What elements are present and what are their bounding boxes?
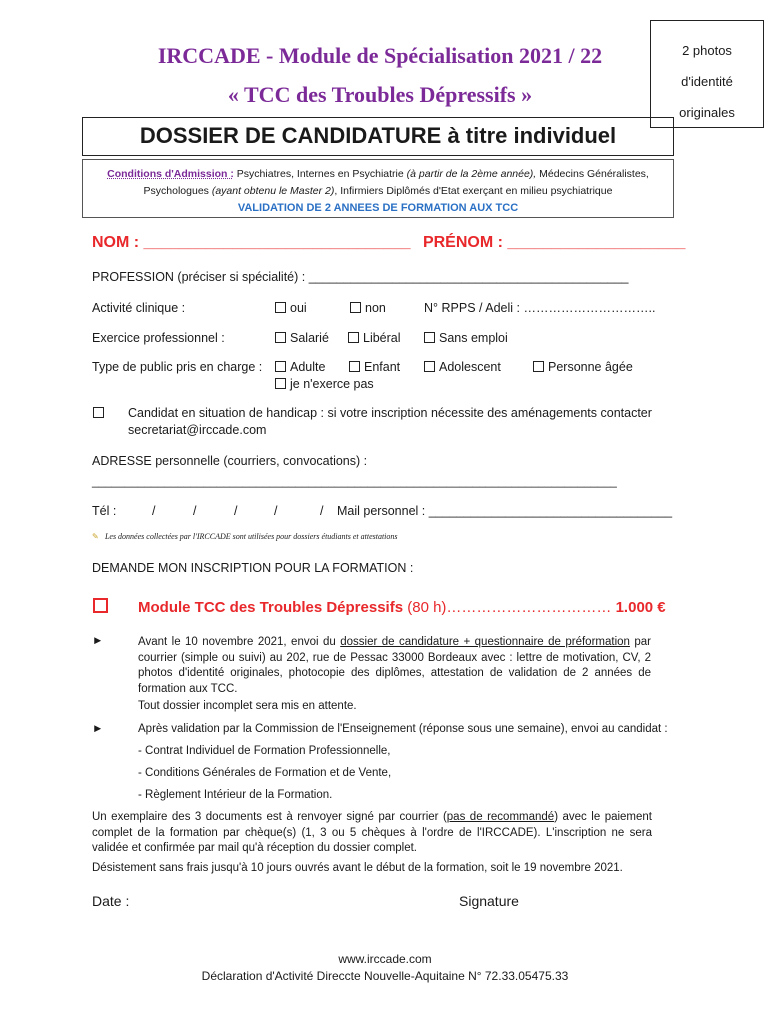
module-dots: …………………………… — [446, 599, 612, 616]
checkbox-adolescent[interactable] — [424, 360, 501, 374]
conditions-line-2 — [83, 185, 673, 197]
profession-field[interactable]: PROFESSION (préciser si spécialité) : ______________________________________________ — [92, 270, 629, 284]
checkbox-handicap[interactable] — [93, 406, 108, 420]
payment-link: pas de recommandé — [446, 811, 555, 823]
photo-box-line: 2 photos — [682, 43, 732, 58]
conditions-text: (à partir de la 2ème année), — [406, 168, 537, 180]
checkbox-personne-agee[interactable] — [533, 360, 633, 374]
inscription-heading: DEMANDE MON INSCRIPTION POUR LA FORMATION : — [92, 561, 414, 575]
checkbox-non-exercice[interactable] — [275, 377, 374, 391]
checkbox-icon[interactable] — [348, 332, 359, 343]
conditions-text: Psychiatres, Internes en Psychiatrie — [233, 168, 407, 180]
checkbox-label: oui — [290, 301, 307, 315]
checkbox-label: Adulte — [290, 360, 326, 374]
rpps-field[interactable]: N° RPPS / Adeli : ………………………….. — [424, 301, 656, 315]
public-label: Type de public pris en charge : — [92, 360, 263, 374]
pencil-icon: ✎ — [92, 532, 99, 541]
conditions-box — [82, 159, 674, 218]
module-line — [138, 599, 666, 616]
checkbox-label: non — [365, 301, 386, 315]
payment-post: ) avec le paiement complet de la formation par chèque(s) (1, 3 ou 5 chèques à l'ordre de l'IRCCADE). L'inscription ne sera validée et confirmée par mail qu'à réception du dossier complet. — [92, 811, 652, 854]
exercice-label: Exercice professionnel : — [92, 331, 225, 345]
doc-item: - Règlement Intérieur de la Formation. — [138, 789, 333, 801]
checkbox-liberal[interactable] — [348, 331, 401, 345]
module-checkbox[interactable] — [93, 598, 108, 618]
checkbox-sans-emploi[interactable] — [424, 331, 508, 345]
checkbox-oui[interactable] — [275, 301, 307, 315]
tel-slash: / — [234, 504, 238, 518]
tel-slash: / — [274, 504, 278, 518]
bullet-1-text — [138, 635, 651, 697]
photo-box-line: d'identité — [681, 74, 733, 89]
conditions-text: Médecins Généralistes, — [536, 168, 649, 180]
conditions-text: , Infirmiers Diplômés d'Etat exerçant en milieu psychiatrique — [334, 185, 613, 197]
doc-item: - Contrat Individuel de Formation Professionnelle, — [138, 745, 391, 757]
nom-field[interactable]: NOM : ______________________________ — [92, 234, 411, 251]
checkbox-enfant[interactable] — [349, 360, 400, 374]
conditions-label: Conditions d'Admission : — [107, 168, 234, 180]
checkbox-icon[interactable] — [349, 361, 360, 372]
conditions-text: (ayant obtenu le Master 2) — [211, 185, 335, 197]
date-field[interactable]: Date : — [92, 893, 130, 909]
validation-requirement: VALIDATION DE 2 ANNEES DE FORMATION AUX TCC — [237, 202, 519, 214]
checkbox-label: Personne âgée — [548, 360, 633, 374]
handicap-email: secretariat@irccade.com — [128, 423, 267, 437]
title-line-1: IRCCADE - Module de Spécialisation 2021 / 22 — [157, 43, 603, 68]
photo-box — [650, 20, 764, 128]
bullet-1-pre: Avant le 10 novembre 2021, envoi du — [138, 636, 341, 648]
privacy-note — [92, 532, 398, 541]
module-hours: (80 h) — [407, 599, 447, 616]
checkbox-icon[interactable] — [424, 332, 435, 343]
incomplete-note: Tout dossier incomplet sera mis en attente. — [138, 700, 357, 712]
checkbox-icon[interactable] — [350, 302, 361, 313]
checkbox-icon[interactable] — [275, 361, 286, 372]
handicap-text: Candidat en situation de handicap : si votre inscription nécessite des aménagements contacter — [128, 406, 652, 420]
conditions-text: Psychologues — [143, 185, 212, 197]
tel-slash: / — [152, 504, 156, 518]
checkbox-icon[interactable] — [275, 302, 286, 313]
prenom-field[interactable]: PRÉNOM : ____________________ — [422, 234, 686, 251]
payment-pre: Un exemplaire des 3 documents est à renvoyer signé par courrier ( — [92, 811, 447, 823]
checkbox-label: Libéral — [363, 331, 401, 345]
checkbox-label: je n'exerce pas — [290, 377, 374, 391]
tel-label: Tél : — [92, 504, 117, 518]
adresse-label: ADRESSE personnelle (courriers, convocations) : — [92, 454, 368, 468]
checkbox-label: Enfant — [364, 360, 401, 374]
doc-item: - Conditions Générales de Formation et de Vente, — [138, 767, 392, 779]
name-fields[interactable] — [92, 234, 685, 252]
checkbox-non[interactable] — [350, 301, 386, 315]
conditions-line-1 — [83, 168, 673, 180]
checkbox-icon[interactable] — [533, 361, 544, 372]
checkbox-salarie[interactable] — [275, 331, 329, 345]
bullet-2-text: Après validation par la Commission de l'Enseignement (réponse sous une semaine), envoi au candidat : — [138, 723, 668, 735]
signature-field[interactable]: Signature — [459, 893, 519, 909]
checkbox-adulte[interactable] — [275, 360, 325, 374]
bullet-arrow-icon: ► — [92, 635, 104, 647]
footer-website[interactable]: www.irccade.com — [338, 952, 432, 966]
title-line-2: « TCC des Troubles Dépressifs » — [227, 82, 533, 107]
module-price: 1.000 € — [611, 599, 666, 616]
footer-declaration: Déclaration d'Activité Direccte Nouvelle-Aquitaine N° 72.33.05475.33 — [201, 969, 569, 983]
payment-paragraph — [92, 810, 652, 857]
checkbox-label: Salarié — [290, 331, 329, 345]
adresse-field[interactable]: ________________________________________________________________________________ — [92, 474, 617, 488]
bullet-1-post: par courrier (simple ou suivi) au 202, rue de Pessac 33000 Bordeaux avec : lettre de motivation, CV, 2 photos d'identité originales, photocopie des diplômes, attestation de validation de 2 années de formation aux TCC. — [138, 636, 651, 695]
bullet-1-link: dossier de candidature + questionnaire de préformation — [340, 636, 630, 648]
privacy-text: Les données collectées par l'IRCCADE sont utilisées pour dossiers étudiants et attestations — [104, 532, 398, 541]
bullet-arrow-icon: ► — [92, 723, 104, 735]
checkbox-icon[interactable] — [275, 332, 286, 343]
checkbox-icon[interactable] — [93, 407, 104, 418]
checkbox-label: Adolescent — [439, 360, 501, 374]
tel-slash: / — [320, 504, 324, 518]
dossier-title: DOSSIER DE CANDIDATURE à titre individuel — [82, 117, 674, 156]
checkbox-icon[interactable] — [93, 598, 108, 613]
tel-slash: / — [193, 504, 197, 518]
activite-label: Activité clinique : — [92, 301, 186, 315]
desistement-note: Désistement sans frais jusqu'à 10 jours ouvrés avant le début de la formation, soit le 19 novembre 2021. — [92, 862, 623, 874]
checkbox-label: Sans emploi — [439, 331, 508, 345]
module-name: Module TCC des Troubles Dépressifs — [138, 599, 408, 616]
mail-field[interactable]: Mail personnel : ___________________________________ — [337, 504, 673, 518]
checkbox-icon[interactable] — [424, 361, 435, 372]
checkbox-icon[interactable] — [275, 378, 286, 389]
photo-box-line: originales — [679, 105, 735, 120]
